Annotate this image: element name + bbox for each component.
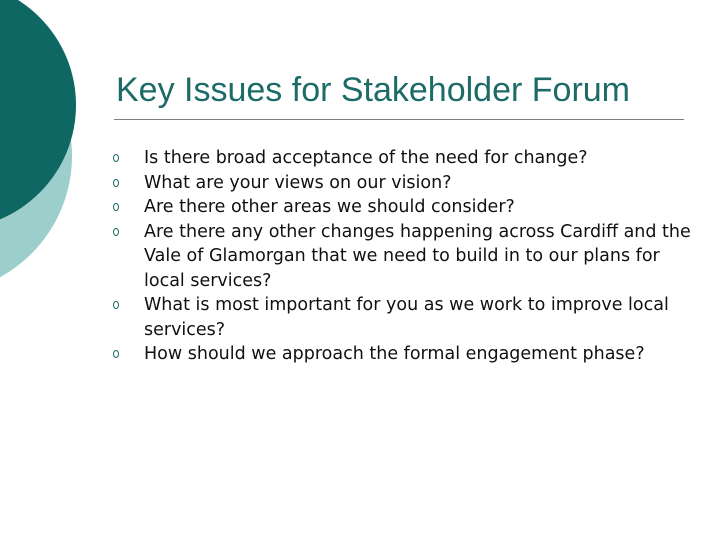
bullet-circle-icon: [113, 179, 119, 187]
bullet-item: [113, 146, 703, 171]
bullet-text: What is most important for you as we work to improve local services?: [144, 295, 669, 340]
slide-title: Key Issues for Stakeholder Forum: [116, 71, 631, 109]
bullet-text: Are there other areas we should consider?: [144, 197, 515, 217]
bullet-item: [113, 342, 703, 367]
bullet-circle-icon: [113, 154, 119, 162]
bullet-circle-icon: [113, 350, 119, 358]
bullet-text: How should we approach the formal engagement phase?: [144, 344, 645, 364]
bullet-item: [113, 195, 703, 220]
bullet-circle-icon: [113, 301, 119, 309]
bullet-text: Is there broad acceptance of the need for change?: [144, 148, 588, 168]
bullet-item: [113, 171, 703, 196]
bullet-list: [113, 146, 703, 367]
bullet-circle-icon: [113, 203, 119, 211]
bullet-circle-icon: [113, 228, 119, 236]
title-divider: [114, 119, 684, 120]
bullet-item: [113, 220, 703, 294]
bullet-text: What are your views on our vision?: [144, 172, 452, 193]
bullet-item: [113, 293, 703, 342]
bullet-text: Are there any other changes happening across Cardiff and the Vale of Glamorgan that we need to build in to our plans for local services?: [144, 221, 691, 291]
